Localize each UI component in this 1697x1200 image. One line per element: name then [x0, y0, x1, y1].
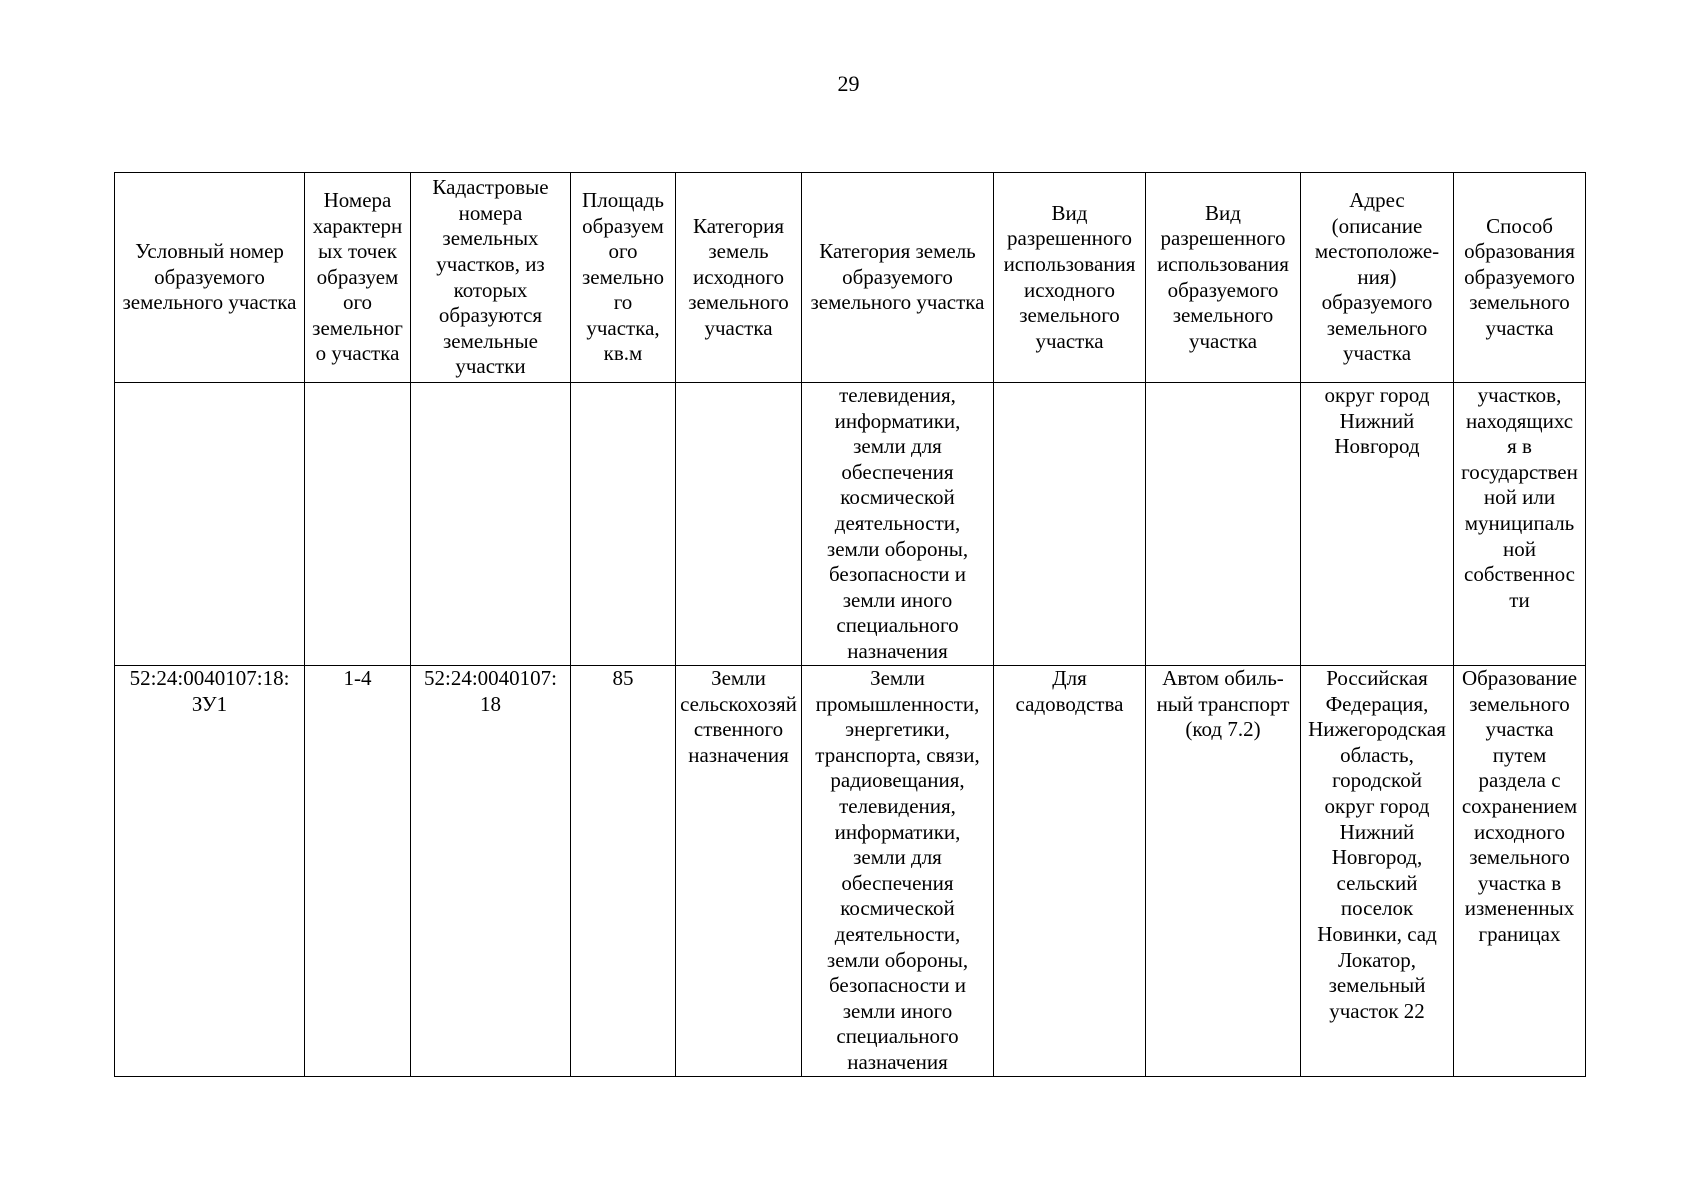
- table-cell: [411, 383, 571, 666]
- table-cell: Земли сельскохозяй ственного назначения: [676, 666, 802, 1077]
- table-cell: участков, находящихс я в государствен ной или муниципаль ной собственнос ти: [1454, 383, 1586, 666]
- table-cell: Земли промышленности, энергетики, транспорта, связи, радиовещания, телевидения, информатики, земли для обеспечения космической деятельности, земли обороны, безопасности и земли иного специального назначения: [802, 666, 994, 1077]
- table-cell: [1146, 383, 1301, 666]
- table-header-row: [115, 173, 1586, 383]
- land-plots-table: [114, 172, 1586, 1077]
- header-area: Площадь образуем ого земельно го участка, кв.м: [571, 173, 676, 383]
- table-cell: [115, 383, 305, 666]
- header-new-permitted-use: Вид разрешенного использования образуемого земельного участка: [1146, 173, 1301, 383]
- page-number: 29: [837, 71, 860, 96]
- table-cell: [571, 383, 676, 666]
- table-cell: телевидения, информатики, земли для обеспечения космической деятельности, земли обороны, безопасности и земли иного специального назначения: [802, 383, 994, 666]
- table-cell: Российская Федерация, Нижегородская область, городской округ город Нижний Новгород, сельский поселок Новинки, сад Локатор, земельный участок 22: [1301, 666, 1454, 1077]
- table-row: [115, 666, 1586, 1077]
- table-cell: 85: [571, 666, 676, 1077]
- header-source-permitted-use: Вид разрешенного использования исходного земельного участка: [994, 173, 1146, 383]
- table-cell: округ город Нижний Новгород: [1301, 383, 1454, 666]
- header-address: Адрес (описание местоположе- ния) образуемого земельного участка: [1301, 173, 1454, 383]
- table-cell: 1-4: [305, 666, 411, 1077]
- header-characteristic-points: Номера характерн ых точек образуем ого земельног о участка: [305, 173, 411, 383]
- table-row: [115, 383, 1586, 666]
- table-cell: [305, 383, 411, 666]
- header-formation-method: Способ образования образуемого земельного участка: [1454, 173, 1586, 383]
- header-source-cadastral-numbers: Кадастровые номера земельных участков, из которых образуются земельные участки: [411, 173, 571, 383]
- table-cell: 52:24:0040107: 18: [411, 666, 571, 1077]
- header-source-land-category: Категория земель исходного земельного участка: [676, 173, 802, 383]
- header-new-land-category: Категория земель образуемого земельного участка: [802, 173, 994, 383]
- table-cell: Образование земельного участка путем раздела с сохранением исходного земельного участка в измененных границах: [1454, 666, 1586, 1077]
- table-cell: [676, 383, 802, 666]
- table-cell: [994, 383, 1146, 666]
- table-cell: 52:24:0040107:18: ЗУ1: [115, 666, 305, 1077]
- table-cell: Для садоводства: [994, 666, 1146, 1077]
- header-conditional-number: Условный номер образуемого земельного участка: [115, 173, 305, 383]
- table-cell: Автом обиль- ный транспорт (код 7.2): [1146, 666, 1301, 1077]
